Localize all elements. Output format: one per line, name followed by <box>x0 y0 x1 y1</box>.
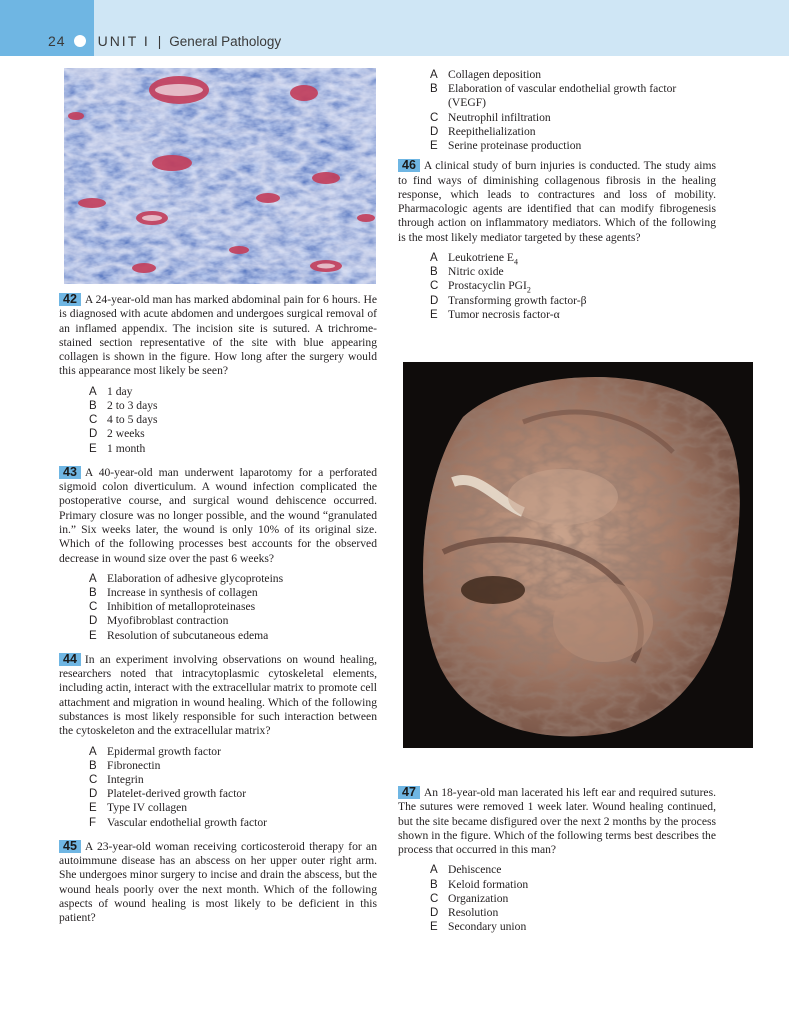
answer-option[interactable]: D Resolution <box>430 906 499 920</box>
question-stem: A clinical study of burn injuries is conducted. The study aims to find ways of diminishing collagenous fibrosis in the healing response, which leads to contractures and loss of mobility. Pharmacologic agents are identified that can modify fibrogenesis through action on inflammatory mediators. Which of the following is the most likely mediator targeted by these agents? <box>398 159 716 244</box>
answer-option[interactable]: B Increase in synthesis of collagen <box>89 586 258 600</box>
trichrome-micrograph-image <box>64 68 376 284</box>
answer-option[interactable]: C Organization <box>430 891 509 905</box>
question-number: 43 <box>59 466 81 479</box>
answer-option[interactable]: E Type IV collagen <box>89 801 188 815</box>
answer-option[interactable]: D Transforming growth factor-β <box>430 293 587 307</box>
running-header <box>48 33 281 49</box>
answer-option[interactable]: B Nitric oxide <box>430 265 504 279</box>
answer-option[interactable]: C Prostacyclin $PGI_2$ <box>430 279 531 295</box>
answer-option[interactable]: D Myofibroblast contraction <box>89 614 229 628</box>
question-46 <box>398 159 716 322</box>
answer-options <box>398 251 716 322</box>
header-separator: | <box>157 33 162 49</box>
answer-options <box>59 745 377 830</box>
question-number: 45 <box>59 840 81 853</box>
question-stem: An 18-year-old man lacerated his left ear and required sutures. The sutures were removed 1 week later. Wound healing continued, but the site became disfigured over the next 2 months by the process shown in the figure. Which of the following terms best describes the process that occurred in this man? <box>398 786 716 857</box>
question-number: 46 <box>398 159 420 172</box>
ear-keloid-specimen-image <box>403 362 753 748</box>
answer-option[interactable]: D 2 weeks <box>89 427 145 441</box>
question-47 <box>398 786 716 935</box>
answer-option[interactable]: E Resolution of subcutaneous edema <box>89 628 269 642</box>
question-44 <box>59 653 377 830</box>
answer-option[interactable]: A Collagen deposition <box>430 68 542 81</box>
answer-options <box>398 863 716 934</box>
answer-option[interactable]: C Neutrophil infiltration <box>430 110 551 124</box>
answer-options <box>59 385 377 456</box>
answer-option[interactable]: E Tumor necrosis factor-α <box>430 307 560 321</box>
question-number: 47 <box>398 786 420 799</box>
question-42 <box>59 293 377 456</box>
question-stem: A 23-year-old woman receiving corticosteroid therapy for an autoimmune disease has an abscess on her upper outer right arm. She undergoes minor surgery to incise and drain the abscess, but the wound heals poorly over the next month. Which of the following aspects of wound healing is most likely to be deficient in this patient? <box>59 839 377 925</box>
section-title: General Pathology <box>169 33 282 49</box>
left-column <box>59 293 377 932</box>
answer-option[interactable]: E Secondary union <box>430 920 527 934</box>
answer-option[interactable]: B 2 to 3 days <box>89 398 158 412</box>
right-column <box>398 68 716 332</box>
right-column-lower <box>398 786 716 945</box>
micrograph-figure <box>64 68 376 284</box>
answer-option[interactable]: F Vascular endothelial growth factor <box>89 815 267 829</box>
answer-option[interactable]: D Platelet-derived growth factor <box>89 787 247 801</box>
answer-option[interactable]: B Keloid formation <box>430 877 529 891</box>
question-stem: A 40-year-old man underwent laparotomy for a perforated sigmoid colon diverticulum. A wound infection complicated the postoperative course, and surgical wound dehiscence occurred. Primary closure was no longer possible, and the wound “granulated in.” Six weeks later, the wound is only 10% of its original size. Which of the following processes best accounts for the observed decrease in wound size over the past 6 weeks? <box>59 465 377 565</box>
answer-options <box>59 572 377 643</box>
answer-option[interactable]: B Fibronectin <box>89 758 161 772</box>
answer-option[interactable]: C Integrin <box>89 773 144 787</box>
answer-option[interactable]: E Serine proteinase production <box>430 139 582 153</box>
header-dot-icon <box>74 35 86 47</box>
answer-option[interactable]: A 1 day <box>89 384 133 398</box>
answer-option[interactable]: D Reepithelialization <box>430 124 536 138</box>
answer-option[interactable]: C 4 to 5 days <box>89 413 158 427</box>
question-stem: In an experiment involving observations on wound healing, researchers noted that intracytoplasmic cytoskeletal elements, including actin, interact with the extracellular matrix to promote cell attachment and migration in wound healing. Which of the following substances is most likely responsible for such interaction between the cytoskeleton and the extracellular matrix? <box>59 652 377 738</box>
question-number: 44 <box>59 653 81 666</box>
answer-option[interactable]: A Leukotriene $E_4$ <box>430 251 518 267</box>
answer-option[interactable]: C Inhibition of metalloproteinases <box>89 600 256 614</box>
answer-option[interactable]: E 1 month <box>89 441 146 455</box>
page-number: 24 <box>48 33 66 49</box>
answer-option[interactable]: B Elaboration of vascular endothelial growth factor (VEGF) <box>430 82 677 110</box>
specimen-figure <box>403 362 753 748</box>
answer-option[interactable]: A Elaboration of adhesive glycoproteins <box>89 571 284 585</box>
question-43 <box>59 466 377 643</box>
question-45 <box>59 840 377 926</box>
answer-option[interactable]: A Epidermal growth factor <box>89 744 221 758</box>
answer-option[interactable]: A Dehiscence <box>430 863 502 877</box>
question-stem: A 24-year-old man has marked abdominal pain for 6 hours. He is diagnosed with acute abdomen and undergoes surgical removal of an inflamed appendix. The incision site is sutured. A trichrome-stained section representative of the site with blue appearing collagen is shown in the figure. How long after the surgery would this appearance most likely be seen? <box>59 293 377 378</box>
answer-options-q45 <box>398 68 716 153</box>
unit-label: UNIT I <box>97 33 150 49</box>
question-number: 42 <box>59 293 81 306</box>
